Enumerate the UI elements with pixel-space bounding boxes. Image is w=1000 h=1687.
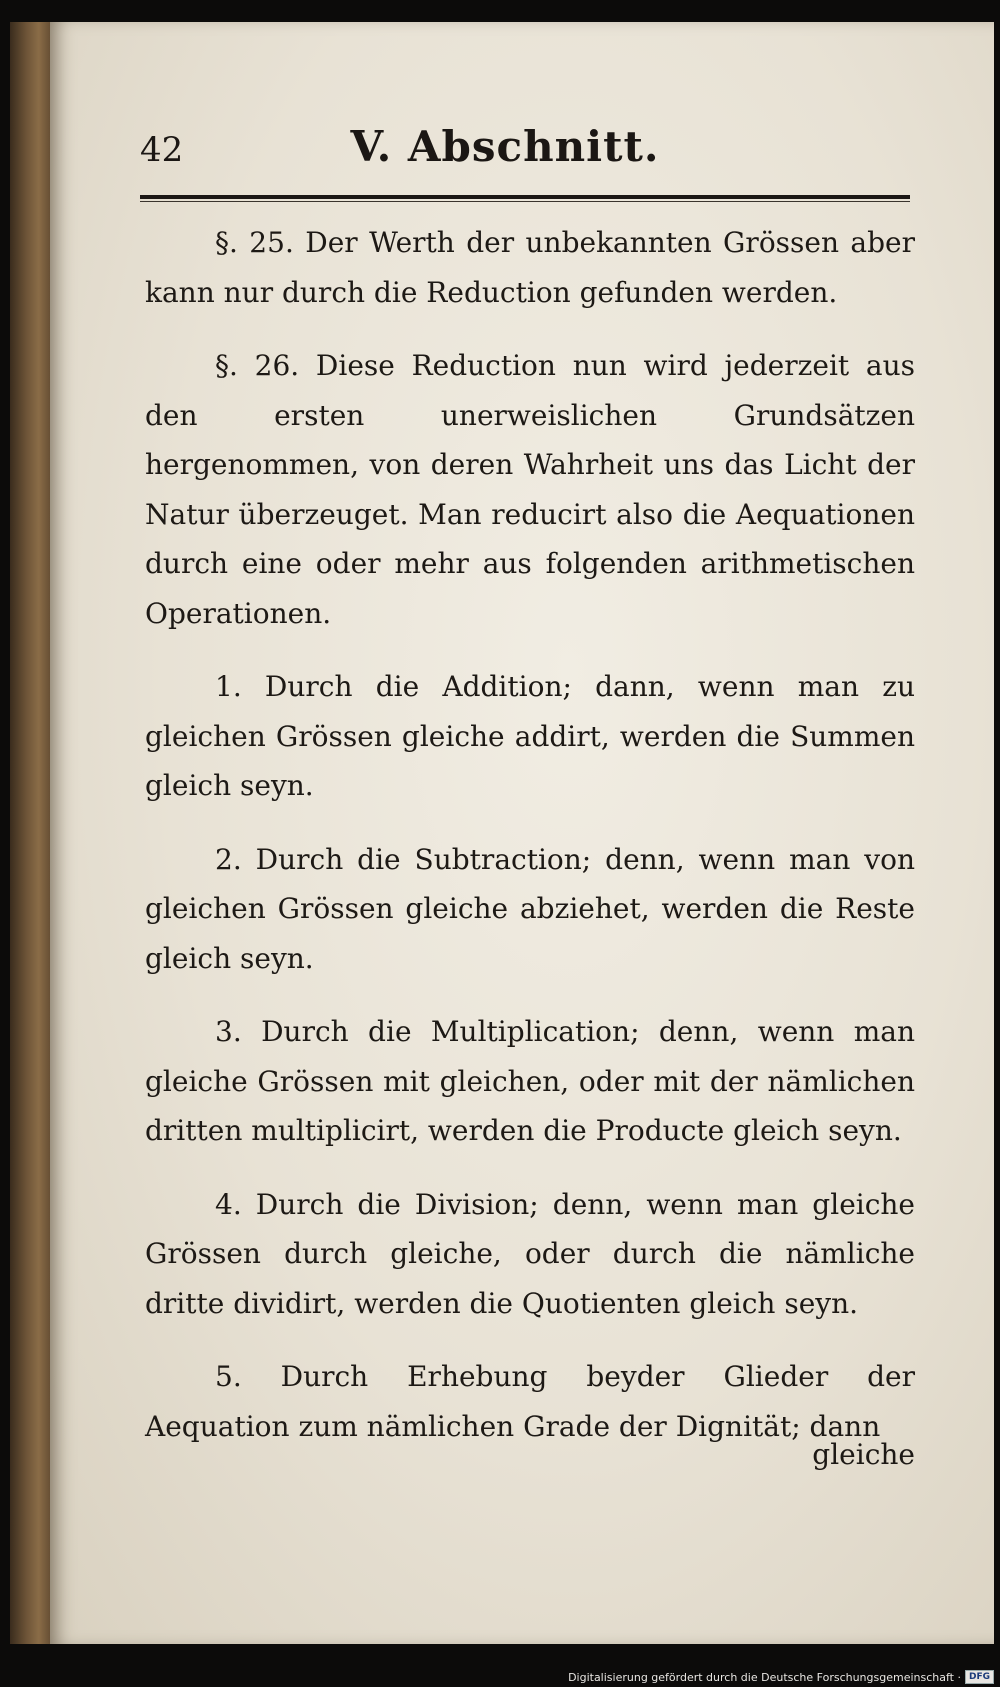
item-subtraction: 2. Durch die Subtraction; denn, wenn man von gleichen Grössen gleiche abziehet, werden die Reste gleich seyn.: [145, 842, 915, 975]
item-dignity: 5. Durch Erhebung beyder Glieder der Aequation zum nämlichen Grade der Dignität; dann: [145, 1360, 915, 1443]
item-multiplication: 3. Durch die Multiplication; denn, wenn man gleiche Grössen mit gleichen, oder mit der nämlichen dritten multiplicirt, werden die Producte gleich seyn.: [145, 1015, 915, 1147]
paragraph-25: §. 25. Der Werth der unbekannten Grössen aber kann nur durch die Reduction gefunden werden.: [145, 226, 915, 309]
digitization-credit: [568, 1668, 994, 1686]
catchword: gleiche: [812, 1438, 915, 1471]
running-head: [90, 118, 920, 174]
header-rule: [140, 195, 910, 199]
page-number: 42: [140, 130, 184, 170]
paragraph-26: §. 26. Diese Reduction nun wird jederzeit aus den ersten unerweislichen Grundsätzen hergenommen, von deren Wahrheit uns das Licht der Natur überzeuget. Man reducirt also die Aequationen durch eine oder mehr aus folgenden arithmetischen Operationen.: [145, 349, 915, 630]
section-title: V. Abschnitt.: [350, 122, 660, 171]
page-body: [145, 218, 915, 1475]
dfg-logo: DFG: [965, 1670, 994, 1684]
item-addition: 1. Durch die Addition; dann, wenn man zu gleichen Grössen gleiche addirt, werden die Summen gleich seyn.: [145, 670, 915, 802]
item-division: 4. Durch die Division; denn, wenn man gleiche Grössen durch gleiche, oder durch die nämliche dritte dividirt, werden die Quotienten gleich seyn.: [145, 1187, 915, 1320]
credit-text: Digitalisierung gefördert durch die Deutsche Forschungsgemeinschaft ·: [568, 1670, 961, 1684]
